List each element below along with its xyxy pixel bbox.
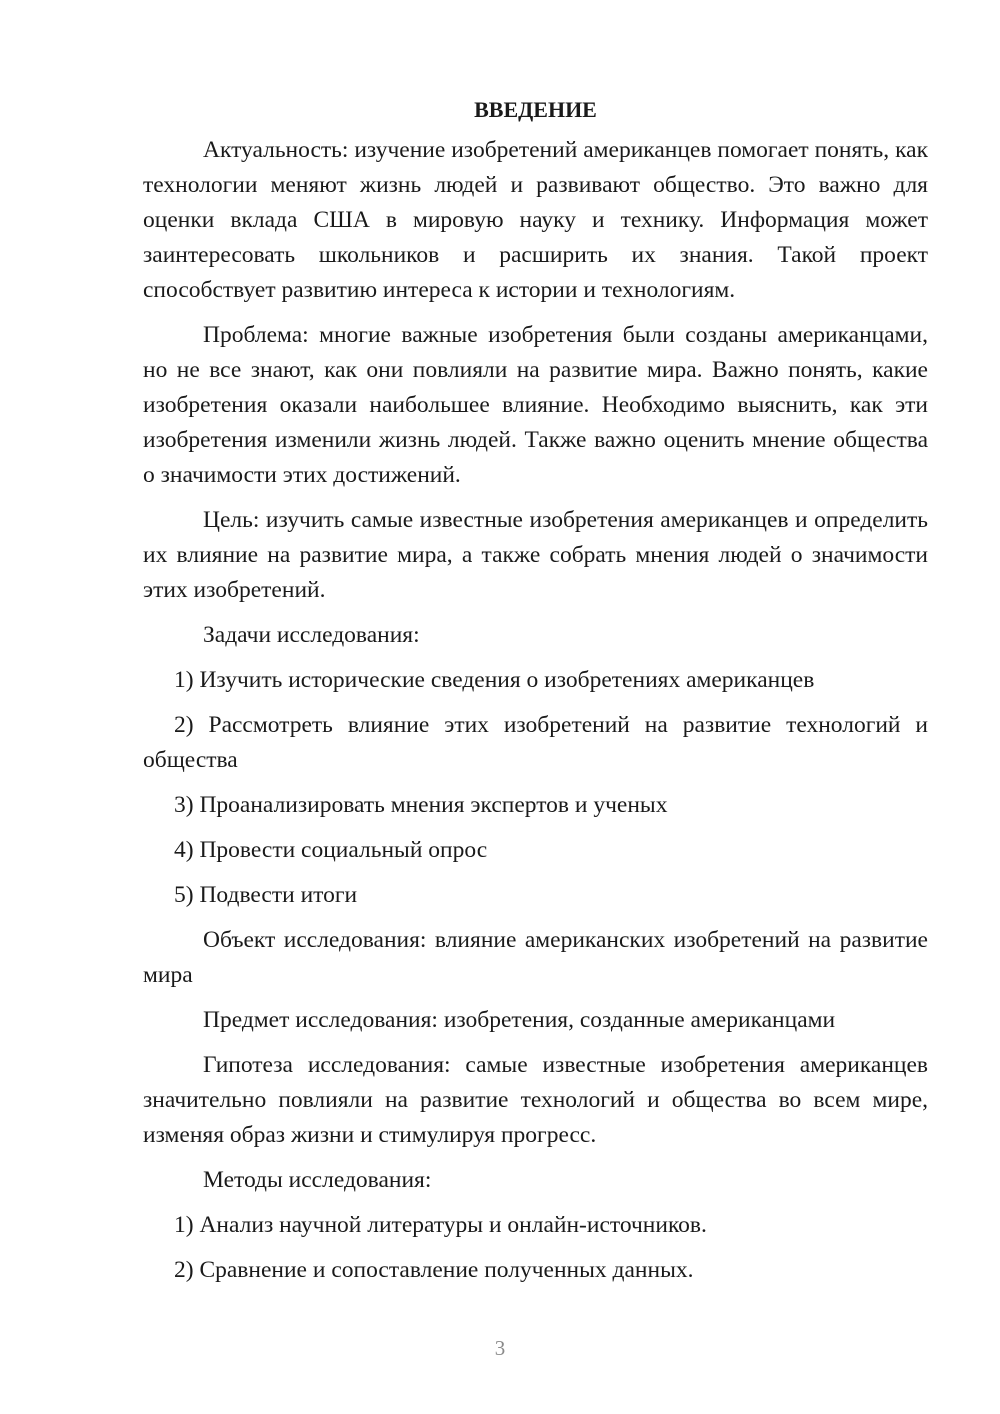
paragraph-problem: Проблема: многие важные изобретения были созданы американцами, но не все знают, как они повлияли на развитие мира. Важно понять, какие изобретения оказали наибольшее влияние. Необходимо выяснить, как эти изобретения изменили жизнь людей. Также важно оценить мнение общества о значимости этих достижений. [143, 322, 928, 488]
list-item-task-5: 5) Подвести итоги [174, 882, 358, 908]
paragraph-methods-heading: Методы исследования: [203, 1167, 432, 1193]
document-page [143, 96, 928, 1298]
paragraph-relevance: Актуальность: изучение изобретений американцев помогает понять, как технологии меняют жизнь людей и развивают общество. Это важно для оценки вклада США в мировую науку и технику. Информация может заинтересовать школьников и расширить их знания. Такой проект способствует развитию интереса к истории и технологиям. [143, 137, 928, 303]
list-item-task-1: 1) Изучить исторические сведения о изобретениях американцев [174, 667, 815, 693]
paragraph-goal: Цель: изучить самые известные изобретения американцев и определить их влияние на развитие мира, а также собрать мнения людей о значимости этих изобретений. [143, 507, 928, 603]
page-title: ВВЕДЕНИЕ [474, 97, 597, 122]
paragraph-subject: Предмет исследования: изобретения, созданные американцами [203, 1007, 836, 1033]
list-item-task-4: 4) Провести социальный опрос [174, 837, 488, 863]
paragraph-hypothesis: Гипотеза исследования: самые известные изобретения американцев значительно повлияли на развитие технологий и общества во всем мире, изменяя образ жизни и стимулируя прогресс. [143, 1052, 928, 1148]
paragraph-tasks-heading: Задачи исследования: [203, 622, 420, 648]
page-number: 3 [494, 1336, 506, 1360]
paragraph-object: Объект исследования: влияние американских изобретений на развитие мира [143, 927, 928, 988]
list-item-method-1: 1) Анализ научной литературы и онлайн-источников. [174, 1212, 707, 1238]
list-item-task-2: 2) Рассмотреть влияние этих изобретений на развитие технологий и общества [143, 712, 928, 773]
list-item-method-2: 2) Сравнение и сопоставление полученных данных. [174, 1257, 694, 1283]
list-item-task-3: 3) Проанализировать мнения экспертов и ученых [174, 792, 668, 818]
